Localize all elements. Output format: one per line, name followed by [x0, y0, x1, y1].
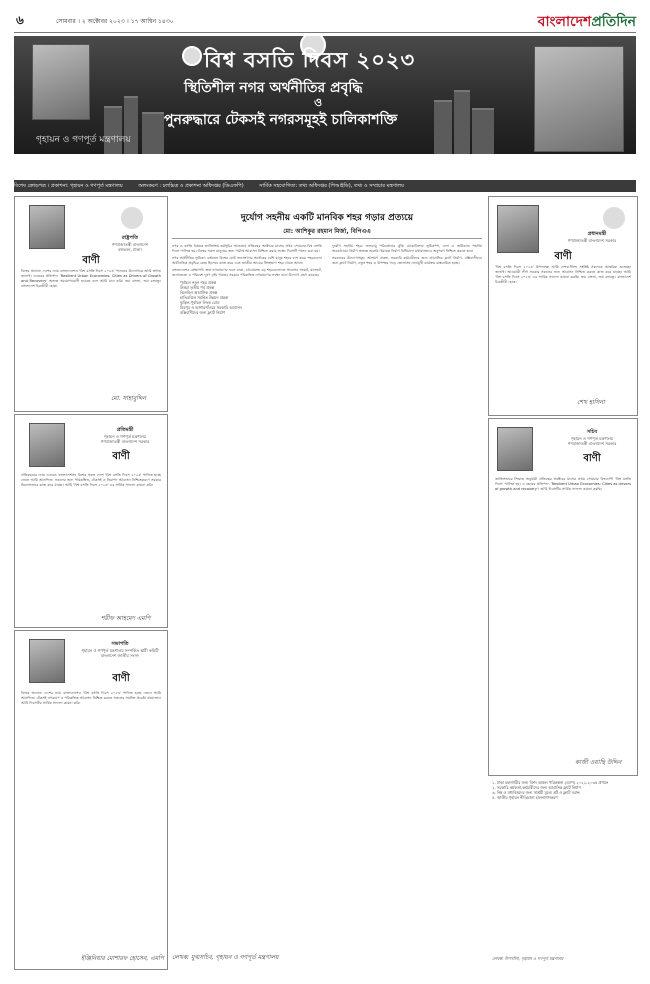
banner-title: বিশ্ব বসতি দিবস ২০২৩	[204, 48, 416, 72]
chairman-message	[14, 630, 168, 970]
newspaper-logo[interactable]	[538, 10, 636, 34]
brand-green: প্রতিদিন	[591, 14, 636, 30]
article-column-left	[172, 244, 322, 944]
notes-list	[488, 780, 636, 800]
message-subrole: গৃহায়ন ও গণপূর্ত মন্ত্রণালয় সম্পর্কিত স্থায়ী কমিটি বাংলাদেশ জাতীয় সংসদ	[81, 648, 159, 658]
article-paragraph: বাংলাদেশের প্রেক্ষাপট: দ্রুত নগরায়ণের ফলে ঢাকা, চট্টগ্রামসহ বড় শহরগুলোতে আবাসন সংকট, যানজট, জলাবদ্ধতা ও পরিবেশ দূষণ বৃদ্ধি পাচ্ছে। সরকার পরিকল্পিত নগরায়ণের লক্ষ্যে নানা উদ্যোগ গ্রহণ করেছে।	[172, 268, 322, 277]
project-list	[172, 280, 322, 315]
signature: শেখ হাসিনা	[577, 399, 605, 406]
ministry-logo-icon	[182, 46, 202, 66]
message-subrole: গৃহায়ন ও গণপূর্ত মন্ত্রণালয় গণপ্রজাতন্ত্রী বাংলাদেশ সরকার	[567, 436, 617, 446]
list-item: • ঝিলমিল আবাসিক প্রকল্প	[180, 290, 322, 295]
message-role: প্রতিমন্ত্রী	[116, 427, 134, 433]
list-item: ৩. নিম্ন ও মধ্যবিত্তদের জন্য সাশ্রয়ী মূল্যে প্লট ও ফ্ল্যাট বরাদ্দ	[492, 790, 580, 795]
list-item: ৪. জাতীয় গৃহায়ন নীতিমালা হালনাগাদকরণ	[492, 795, 558, 800]
credit-bar	[14, 180, 636, 192]
message-role: সভাপতি	[111, 641, 129, 647]
president-photo	[29, 205, 65, 249]
message-heading: বাণী	[82, 255, 100, 266]
minister-message	[14, 414, 168, 628]
divider	[172, 238, 482, 239]
president-message	[14, 196, 168, 412]
banner-subtitle-2: পুনরুদ্ধারে টেকসই নগরসমূহই চালিকাশক্তি	[164, 112, 398, 128]
list-item: • পূর্বাচল নতুন শহর প্রকল্প	[180, 280, 322, 285]
credit-1: বিশেষ ক্রোড়পত্র । প্রকাশনা: গৃহায়ন ও গণপূর্ত মন্ত্রণালয়	[14, 183, 123, 189]
banner-subtitle-1: স্থিতিশীল নগর অর্থনীতির প্রবৃদ্ধি	[184, 80, 363, 96]
signature: মো. সাহাবুদ্দিন	[111, 395, 146, 402]
article-title: দুর্যোগ সহনীয় একটি মানবিক শহর গড়ার প্রত্যয়ে	[240, 213, 414, 223]
bangabandhu-portrait	[32, 44, 90, 120]
brand-red: বাংলাদেশ	[537, 14, 592, 30]
list-item: ১. ঢাকা মহানগরীর জন্য বিশদ অঞ্চল পরিকল্পনা (ড্যাপ) ২০২২-২০৩৫ প্রণয়ন	[492, 780, 609, 785]
credit-3: সার্বিক সহযোগিতা: তথ্য অধিদপ্তর (পিআইডি), তথ্য ও সম্প্রচার মন্ত্রণালয়	[259, 183, 405, 189]
list-item: ২. সরকারি কর্মকর্তা-কর্মচারীদের জন্য আবাসিক ফ্ল্যাট নির্মাণ	[492, 785, 581, 790]
secretary-message	[488, 418, 638, 776]
hero-banner	[14, 36, 636, 154]
article-paragraph: নগর অর্থনীতির ভূমিকা: বর্তমানে বিশ্বের মোট জনসংখ্যার অর্ধেকের বেশি মানুষ শহরে বাস করে। শহরগুলো অর্থনৈতিক প্রবৃদ্ধির কেন্দ্র হিসেবে কাজ করে এবং জাতীয় আয়ের সিংহভাগ শহর থেকে আসে।	[172, 256, 322, 265]
page-number: ৬	[16, 13, 24, 27]
message-subrole: গণপ্রজাতন্ত্রী বাংলাদেশ সরকার	[567, 238, 617, 243]
signature: কাজী ওয়াছি উদ্দিন	[575, 759, 622, 766]
message-subrole: গণপ্রজাতন্ত্রী বাংলাদেশ বঙ্গভবন, ঢাকা।	[111, 242, 149, 252]
list-item: • বস্তিবাসীদের জন্য ফ্ল্যাট নির্মাণ	[180, 310, 322, 315]
message-heading: বাণী	[112, 673, 130, 684]
article-author: মো: আশিকুর রহমান মির্জা, বিপিএএ	[283, 228, 371, 235]
article-closing: লেখক: যুগ্মসচিব, গৃহায়ন ও গণপূর্ত মন্ত্রণালয়	[172, 954, 279, 961]
list-item: • হাতিরঝিল সমন্বিত উন্নয়ন প্রকল্প	[180, 295, 322, 300]
feature-article	[172, 196, 482, 968]
seal-icon	[601, 205, 627, 231]
prime-minister-message	[488, 196, 638, 416]
minister-photo	[29, 423, 65, 467]
building-shape	[434, 100, 452, 154]
message-heading: বাণী	[554, 251, 572, 262]
article-paragraph: সরকারের উদ্যোগসমূহ: আশ্রয়ণ প্রকল্প, সরকারি কর্মচারীদের জন্য আবাসিক ফ্ল্যাট নির্মাণ, বস্তিবাসীদের জন্য ফ্ল্যাট নির্মাণ, নতুন শহর ও উপশহর গড়ে তোলাসহ নানামুখী কার্যক্রম বাস্তবায়িত হচ্ছে।	[332, 256, 482, 265]
article-column-right	[332, 244, 482, 944]
article-paragraph: দুর্যোগ সহনীয় শহর: জলবায়ু পরিবর্তনের ঝুঁকি মোকাবিলায় ভূমিকম্প, বন্যা ও অগ্নিকাণ্ড সহনীয় অবকাঠামো নির্মাণ অত্যন্ত জরুরি। ইমারত নির্মাণ বিধিমালা যথাযথভাবে অনুসরণ নিশ্চিত করতে হবে।	[332, 244, 482, 253]
secretary-photo	[497, 427, 533, 471]
message-body: বিশ্বের অন্যান্য দেশের ন্যায় বাংলাদেশেও 'বিশ্ব বসতি দিবস ২০২৩' পালনের উদ্যোগকে আমি স্বাগত জানাই। এবারের প্রতিপাদ্য 'Resilient Urban Economies: Cities as Drivers of Growth and Recovery' অত্যন্ত সময়োপযোগী হয়েছে বলে আমি মনে করি। জয় বাংলা, জয় বঙ্গবন্ধু। বাংলাদেশ চিরজীবী হোক।	[21, 269, 161, 288]
building-shape	[142, 112, 164, 154]
building-shape	[454, 90, 470, 154]
message-heading: বাণী	[112, 451, 130, 462]
message-role: সচিব	[586, 429, 598, 435]
article-paragraph: নগর ও বসতি বিষয়ক জাতিসংঘ কর্মসূচির আওতায় প্রতিবছর অক্টোবর মাসের প্রথম সোমবার বিশ্ব বসতি দিবস পালিত হয়। বিশ্বের সকল মানুষের জন্য পর্যাপ্ত আবাসন নিশ্চিত করার লক্ষ্যে দিবসটি পালন করা হয়।	[172, 244, 322, 253]
list-item: • মিরপুর ও আগারগাঁওয়ে সরকারি আবাসন	[180, 305, 322, 310]
message-subrole: গৃহায়ন ও গণপূর্ত মন্ত্রণালয় গণপ্রজাতন্ত্রী বাংলাদেশ সরকার	[100, 434, 150, 444]
message-role: প্রধানমন্ত্রী	[587, 231, 607, 237]
message-heading: বাণী	[583, 453, 601, 464]
notes-footer: লেখক: উপসচিব, গৃহায়ন ও গণপূর্ত মন্ত্রণালয়	[492, 956, 564, 961]
signature: শরীফ আহমেদ এমপি	[101, 615, 151, 622]
seal-icon	[119, 205, 145, 231]
message-body: জাতিসংঘের সিদ্ধান্ত অনুযায়ী প্রতিবছর অক্টোবর মাসের প্রথম সোমবার বিশ্বব্যাপী 'বিশ্ব বসতি দিবস' পালিত হয়। এ বছরের প্রতিপাদ্য 'Resilient Urban Economies: Cities as drivers of growth and recovery'। আমি দিবসটির সার্বিক সাফল্য কামনা করছি।	[495, 477, 631, 491]
message-role: রাষ্ট্রপতি	[122, 235, 138, 241]
signature: ইঞ্জিনিয়ার মোশারফ হোসেন, এমপি	[81, 955, 164, 962]
message-body: প্রতিবছরের ন্যায় এবারও বাংলাদেশসহ বিশ্বের সকল দেশে 'বিশ্ব বসতি দিবস ২০২৩' পালিত হচ্ছে জেনে আমি আনন্দিত। সকলের জন্য পরিকল্পিত, টেকসই ও নিরাপদ আবাসন নিশ্চিতকরণে সরকার নিরলসভাবে কাজ করে যাচ্ছে। আমি 'বিশ্ব বসতি দিবস ২০২৩' এর সার্বিক সাফল্য কামনা করি।	[21, 473, 161, 487]
message-body: 'বিশ্ব বসতি দিবস ২০২৩' উপলক্ষ্যে আমি দেশবাসীসহ সংশ্লিষ্ট সকলকে আন্তরিক শুভেচ্ছা জানাই। আওয়ামী লীগ সরকার সকলের জন্য আবাসন নিশ্চিত করতে কাজ করে যাচ্ছে। আমি 'বিশ্ব বসতি দিবস ২০২৩' এর সার্বিক সাফল্য কামনা করছি। জয় বাংলা, জয় বঙ্গবন্ধু। বাংলাদেশ চিরজীবী হোক।	[495, 265, 631, 284]
list-item: • উত্তরা তৃতীয় পর্ব প্রকল্প	[180, 285, 322, 290]
page-header	[14, 8, 636, 33]
dateline: সোমবার । ২ অক্টোবর ২০২৩ । ১৭ আশ্বিন ১৪৩০	[56, 18, 174, 25]
list-item: • কুড়িল-পূর্বাচল লিংক রোড	[180, 300, 322, 305]
message-body: বিশ্বের অন্যান্য দেশের ন্যায় বাংলাদেশেও 'বিশ্ব বসতি দিবস ২০২৩' পালিত হচ্ছে জেনে আমি আনন্দিত। টেকসই নগরায়ণ ও পরিকল্পিত আবাসন নিশ্চিত করতে সকলের সমন্বিত প্রচেষ্টা প্রয়োজন। আমি দিবসটির সার্বিক সাফল্য কামনা করি।	[21, 691, 161, 705]
prime-minister-photo	[497, 205, 539, 253]
chairman-photo	[29, 639, 65, 683]
prime-minister-portrait	[534, 46, 624, 152]
banner-ministry: গৃহায়ন ও গণপূর্ত মন্ত্রণালয়	[36, 135, 131, 145]
credit-2: অলংকরণ : চলচ্চিত্র ও প্রকাশনা অধিদপ্তর (ডিএফপি)	[138, 183, 244, 189]
banner-subtitle-and: ও	[314, 96, 323, 109]
bottom-right-notes	[488, 780, 636, 968]
building-shape	[472, 108, 494, 154]
